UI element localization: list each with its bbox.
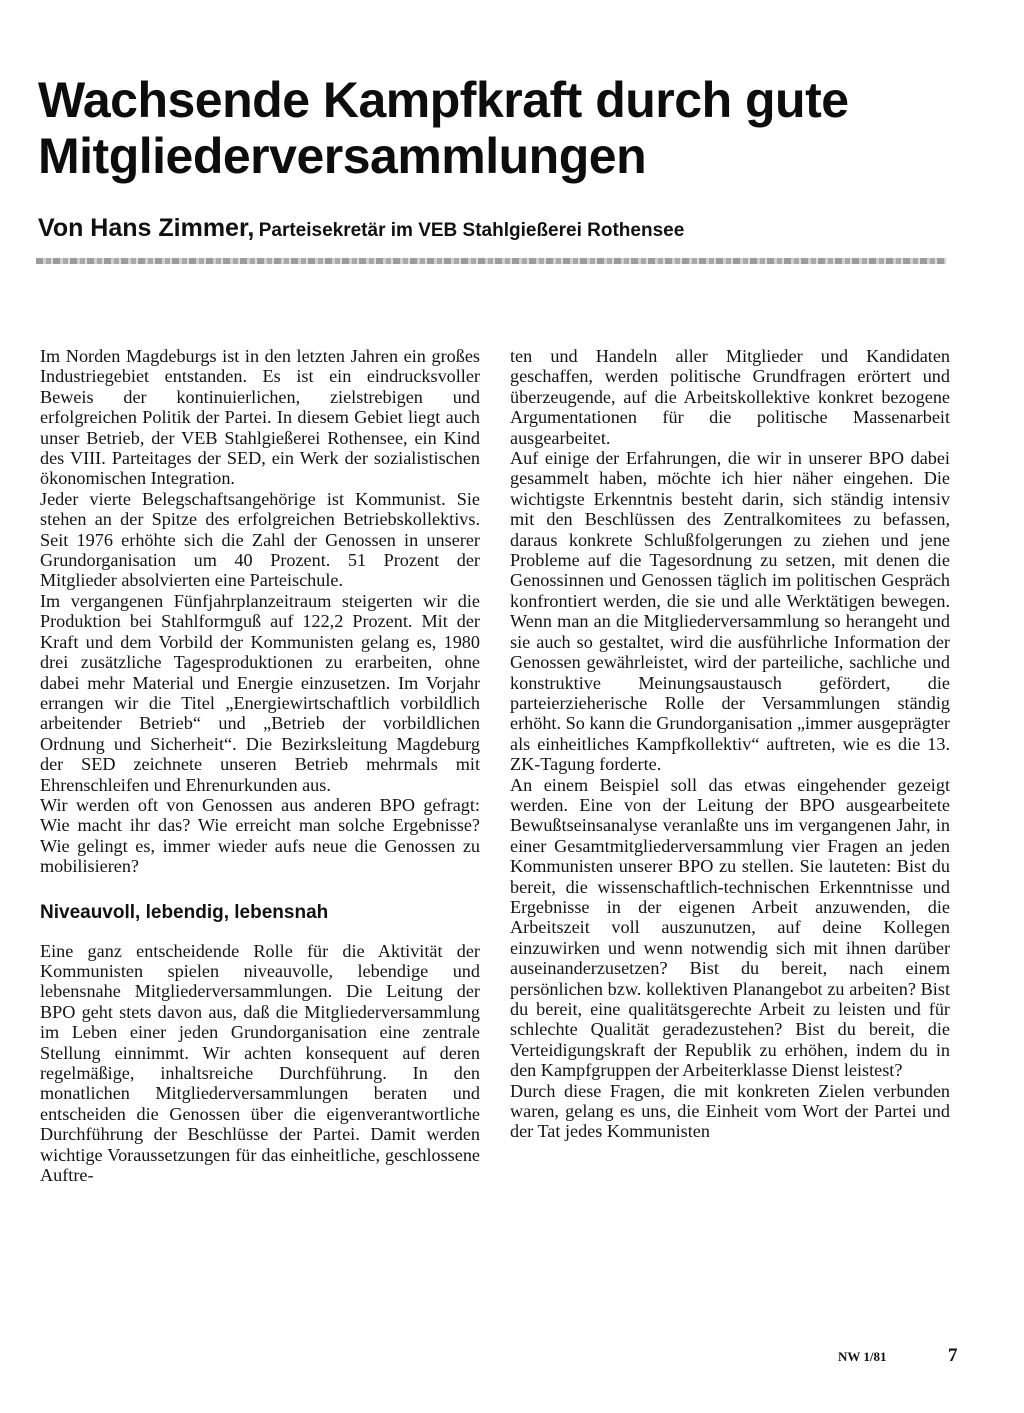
section-subheading: Niveauvoll, lebendig, lebensnah [40, 901, 329, 923]
decorative-divider [36, 258, 946, 264]
byline-author: Von Hans Zimmer, [38, 214, 255, 242]
page-number: 7 [948, 1345, 958, 1366]
paragraph: Durch diese Fragen, die mit konkreten Zielen verbunden waren, gelang es uns, die Einheit vom Wort der Partei und der Tat jedes Kommunisten [510, 1080, 950, 1142]
paragraph: Auf einige der Erfahrungen, die wir in unserer BPO dabei gesammelt haben, möchte ich hier näher eingehen. Die wichtigste Erkenntnis besteht darin, sich ständig intensiv mit den Beschlüssen des Zentralkomitees zu befassen, daraus konkrete Schlußfolgerungen zu ziehen und jene Probleme auf die Tagesordnung zu setzen, mit denen die Genossinnen und Genossen täglich im politischen Gespräch konfrontiert werden, die sie und alle Werktätigen bewegen. Wenn man an die Mitgliederversammlung so herangeht und sie auch so gestaltet, wird die ausführliche Information der Genossen gewährleistet, wird der parteiliche, sachliche und konstruktive Meinungsaustausch gefördert, die parteierzieherische Rolle der Versammlungen ständig erhöht. So kann die Grundorganisation „immer ausgeprägter als einheitliches Kampfkollektiv“ auftreten, wie es die 13. ZK-Tagung forderte. [510, 448, 950, 775]
left-column [40, 346, 480, 1185]
paragraph: Jeder vierte Belegschaftsangehörige ist Kommunist. Sie stehen an der Spitze des erfolgreichen Betriebskollektivs. Seit 1976 erhöhte sich die Zahl der Genossen in unserer Grundorganisation um 40 Prozent. 51 Prozent der Mitglieder absolvierten eine Parteischule. [40, 488, 480, 591]
article-title: Wachsende Kampfkraft durch gute Mitgliederversammlungen [38, 72, 849, 184]
issue-label: NW 1/81 [838, 1349, 887, 1364]
byline-role: Parteisekretär im VEB Stahlgießerei Rothensee [258, 220, 685, 241]
paragraph: Im vergangenen Fünfjahrplanzeitraum steigerten wir die Produktion bei Stahlformguß auf 122,2 Prozent. Mit der Kraft und dem Vorbild der Kommunisten gelang es, 1980 drei zusätzliche Tagesproduktionen zu erarbeiten, ohne dabei mehr Material und Energie einzusetzen. Im Vorjahr errangen wir die Titel „Energiewirtschaftlich vorbildlich arbeitender Betrieb“ und „Betrieb der vorbildlichen Ordnung und Sicherheit“. Die Bezirksleitung Magdeburg der SED zeichnete unseren Betrieb mehrmals mit Ehrenschleifen und Ehrenurkunden aus. [40, 590, 480, 795]
paragraph: An einem Beispiel soll das etwas eingehender gezeigt werden. Eine von der Leitung der BPO ausgearbeitete Bewußtseinsanalyse veranlaßte uns im vergangenen Jahr, in einer Gesamtmitgliederversammlung vier Fragen an jeden Kommunisten unserer BPO zu stellen. Sie lauteten: Bist du bereit, die wissenschaftlich-technischen Erkenntnisse und Ergebnisse in der eigenen Arbeit anzuwenden, die Arbeitszeit voll auszunutzen, auf deine Kollegen einzuwirken und wenn notwendig sich mit ihnen darüber auseinanderzusetzen? Bist du bereit, nach einem persönlichen bzw. kollektiven Planangebot zu arbeiten? Bist du bereit, eine qualitätsgerechte Arbeit zu leisten und für schlechte Qualität geradezustehen? Bist du bereit, die Verteidigungskraft der Republik zu erhöhen, indem du in den Kampfgruppen der Arbeiterklasse Dienst leistest? [510, 774, 950, 1081]
paragraph: Eine ganz entscheidende Rolle für die Aktivität der Kommunisten spielen niveauvolle, lebendige und lebensnahe Mitgliederversammlungen. Die Leitung der BPO geht stets davon aus, daß die Mitgliederversammlung im Leben einer jeden Grundorganisation eine zentrale Stellung einnimmt. Wir achten konsequent auf deren regelmäßige, inhaltsreiche Durchführung. In den monatlichen Mitgliederversammlungen beraten und entscheiden die Genossen über die eigenverantwortliche Durchführung der Beschlüsse der Partei. Damit werden wichtige Voraussetzungen für das einheitliche, geschlossene Auftre- [40, 940, 480, 1186]
right-column [510, 346, 950, 1142]
byline [38, 214, 998, 243]
paragraph: Im Norden Magdeburgs ist in den letzten Jahren ein großes Industriegebiet entstanden. Es ist ein eindrucksvoller Beweis der kontinuierlichen, zielstrebigen und erfolgreichen Politik der Partei. In diesem Gebiet liegt auch unser Betrieb, der VEB Stahlgießerei Rothensee, ein Kind des VIII. Parteitages der SED, ein Werk der sozialistischen ökonomischen Integration. [40, 346, 480, 489]
paragraph: Wir werden oft von Genossen aus anderen BPO gefragt: Wie macht ihr das? Wie erreicht man solche Ergebnisse? Wie gelingt es, immer wieder aufs neue die Genossen zu mobilisieren? [40, 794, 480, 877]
paragraph: ten und Handeln aller Mitglieder und Kandidaten geschaffen, werden politische Grundfragen erörtert und überzeugende, auf die Arbeitskollektive konkret bezogene Argumentationen für die politische Massenarbeit ausgearbeitet. [510, 346, 950, 448]
